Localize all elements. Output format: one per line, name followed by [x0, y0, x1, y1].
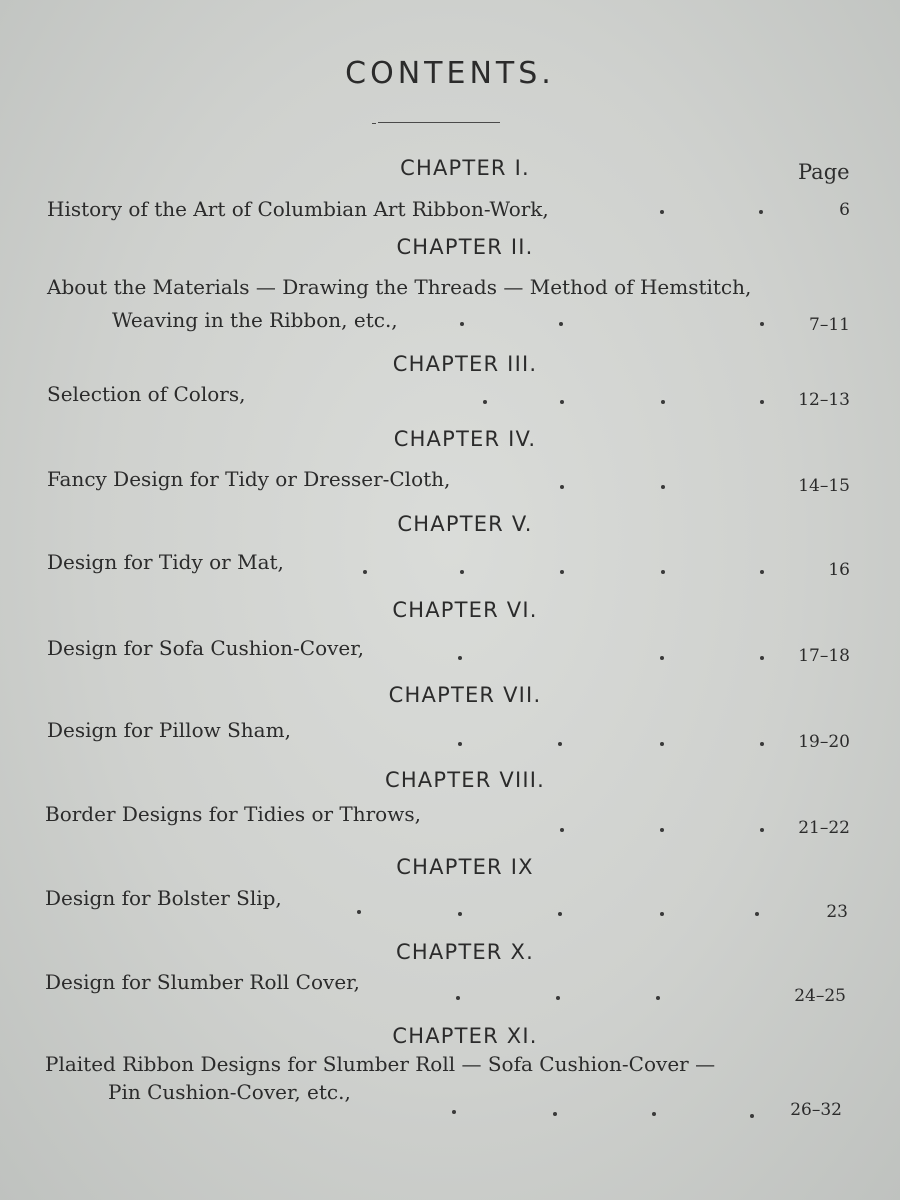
entry-pages-8: 21–22 [798, 818, 850, 838]
entry-line-4: Fancy Design for Tidy or Dresser-Cloth, [47, 467, 451, 491]
chapter-heading-9: CHAPTER IX [396, 855, 534, 879]
leader-dot [560, 570, 564, 574]
chapter-heading-2: CHAPTER II. [396, 235, 534, 259]
leader-dot [558, 742, 562, 746]
entry-line-6: Design for Sofa Cushion-Cover, [47, 636, 364, 660]
leader-dot [760, 400, 764, 404]
leader-dot [750, 1114, 754, 1118]
leader-dot [460, 322, 464, 326]
leader-dot [660, 656, 664, 660]
leader-dot [556, 996, 560, 1000]
leader-dot [760, 742, 764, 746]
entry-pages-9: 23 [826, 902, 848, 922]
chapter-heading-6: CHAPTER VI. [392, 598, 538, 622]
leader-dot [660, 912, 664, 916]
leader-dot [456, 996, 460, 1000]
leader-dot [759, 210, 763, 214]
entry-line-2a: About the Materials — Drawing the Threads — Method of Hemstitch, [47, 275, 752, 299]
chapter-heading-1: CHAPTER I. [400, 156, 530, 180]
entry-line-7: Design for Pillow Sham, [47, 718, 291, 742]
entry-pages-1: 6 [839, 200, 850, 220]
title-rule [378, 122, 500, 123]
leader-dot [760, 828, 764, 832]
entry-pages-10: 24–25 [794, 986, 846, 1006]
chapter-heading-10: CHAPTER X. [396, 940, 534, 964]
leader-dot [661, 570, 665, 574]
leader-dot [652, 1112, 656, 1116]
contents-title: CONTENTS. [345, 56, 555, 91]
leader-dot [560, 828, 564, 832]
chapter-heading-8: CHAPTER VIII. [384, 768, 546, 792]
leader-dot [760, 322, 764, 326]
entry-pages-4: 14–15 [798, 476, 850, 496]
leader-dot [458, 912, 462, 916]
leader-dot [483, 400, 487, 404]
leader-dot [357, 910, 361, 914]
leader-dot [661, 400, 665, 404]
title-rule-dash [372, 123, 376, 124]
entry-line-3: Selection of Colors, [47, 382, 246, 406]
leader-dot [755, 912, 759, 916]
chapter-heading-4: CHAPTER IV. [393, 427, 537, 451]
leader-dot [553, 1112, 557, 1116]
entry-line-2b: Weaving in the Ribbon, etc., [112, 308, 398, 332]
leader-dot [660, 742, 664, 746]
leader-dot [760, 656, 764, 660]
leader-dot [560, 485, 564, 489]
entry-pages-3: 12–13 [798, 390, 850, 410]
leader-dot [452, 1110, 456, 1114]
leader-dot [660, 828, 664, 832]
entry-pages-2: 7–11 [809, 315, 850, 335]
chapter-heading-7: CHAPTER VII. [388, 683, 542, 707]
entry-line-9: Design for Bolster Slip, [45, 886, 282, 910]
entry-line-10: Design for Slumber Roll Cover, [45, 970, 360, 994]
entry-pages-7: 19–20 [798, 732, 850, 752]
chapter-heading-3: CHAPTER III. [392, 352, 538, 376]
leader-dot [660, 210, 664, 214]
leader-dot [363, 570, 367, 574]
entry-line-11a: Plaited Ribbon Designs for Slumber Roll — Sofa Cushion-Cover — [45, 1052, 716, 1076]
entry-pages-6: 17–18 [798, 646, 850, 666]
leader-dot [458, 656, 462, 660]
leader-dot [458, 742, 462, 746]
entry-line-1: History of the Art of Columbian Art Ribbon-Work, [47, 197, 549, 221]
leader-dot [656, 996, 660, 1000]
entry-pages-11: 26–32 [790, 1100, 842, 1120]
entry-line-8: Border Designs for Tidies or Throws, [45, 802, 421, 826]
leader-dot [558, 912, 562, 916]
page-column-heading: Page [798, 160, 850, 184]
entry-line-11b: Pin Cushion-Cover, etc., [108, 1080, 351, 1104]
entry-line-5: Design for Tidy or Mat, [47, 550, 284, 574]
chapter-heading-11: CHAPTER XI. [392, 1024, 538, 1048]
entry-pages-5: 16 [828, 560, 850, 580]
leader-dot [560, 400, 564, 404]
chapter-heading-5: CHAPTER V. [397, 512, 533, 536]
leader-dot [760, 570, 764, 574]
leader-dot [661, 485, 665, 489]
leader-dot [559, 322, 563, 326]
leader-dot [460, 570, 464, 574]
